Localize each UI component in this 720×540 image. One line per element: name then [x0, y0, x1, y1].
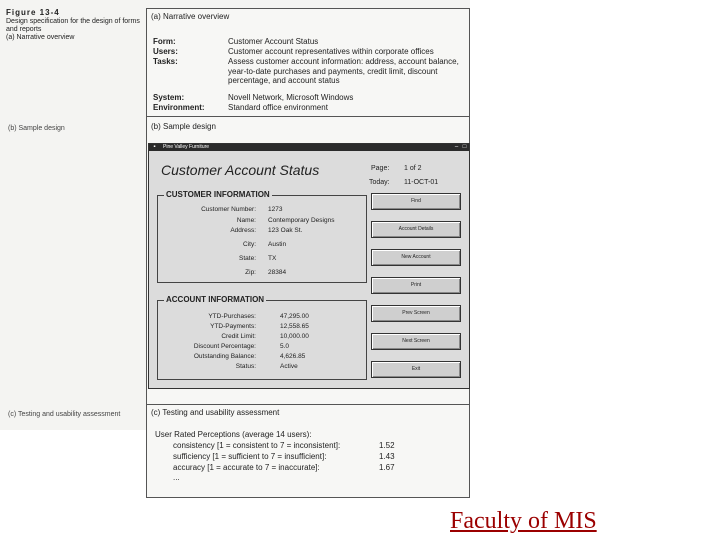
testing-box [146, 404, 470, 498]
app-title: Customer Account Status [161, 162, 320, 178]
city-value: Austin [268, 241, 287, 248]
consistency-value: 1.52 [379, 441, 395, 450]
today-value: 11-OCT-01 [404, 179, 439, 186]
status-label: Status: [235, 363, 256, 370]
sufficiency-value: 1.43 [379, 452, 395, 461]
account-info-frame [157, 295, 367, 380]
narrative-system-label: System: [153, 93, 185, 102]
credit-limit-label: Credit Limit: [221, 333, 256, 340]
narrative-head: (a) Narrative overview [151, 12, 230, 21]
customer-info-label: CUSTOMER INFORMATION [166, 190, 270, 199]
zip-value: 28384 [268, 269, 287, 276]
narrative-environment-label: Environment: [153, 103, 205, 112]
figure-title: Figure 13-4 [6, 8, 60, 17]
page-value: 1 of 2 [404, 165, 422, 172]
ytd-purchases-label: YTD-Purchases: [208, 313, 256, 320]
sample-head: (b) Sample design [151, 122, 216, 131]
prev-screen-button[interactable]: Prev Screen [371, 305, 461, 322]
new-account-button[interactable]: New Account [371, 249, 461, 266]
account-info-label: ACCOUNT INFORMATION [166, 295, 265, 304]
narrative-box [146, 8, 470, 118]
print-button[interactable]: Print [371, 277, 461, 294]
narrative-tasks-value: Assess customer account information: address, account balance, year-to-date purchases and payments, credit limit, discount percentage, and account status [228, 57, 459, 85]
page-label: Page: [371, 165, 390, 172]
consistency-label: consistency [1 = consistent to 7 = inconsistent]: [173, 441, 341, 450]
window-title: Pine Valley Furniture [149, 144, 469, 151]
city-label: City: [243, 241, 256, 248]
minimize-icon[interactable]: – [454, 144, 459, 150]
narrative-environment-value: Standard office environment [228, 103, 328, 112]
ytd-purchases-value: 47,295.00 [280, 313, 309, 320]
outstanding-balance-label: Outstanding Balance: [193, 353, 256, 360]
today-label: Today: [369, 179, 390, 186]
figure-desc-sub: (a) Narrative overview [6, 34, 75, 41]
customer-info-frame [157, 190, 367, 283]
maximize-icon[interactable]: □ [462, 144, 467, 150]
side-label-c: (c) Testing and usability assessment [8, 411, 121, 418]
accuracy-value: 1.67 [379, 463, 395, 472]
footer-faculty: Faculty of MIS [450, 508, 597, 534]
ytd-payments-label: YTD-Payments: [210, 323, 256, 330]
narrative-users-label: Users: [153, 47, 178, 56]
address-value: 123 Oak St. [268, 227, 303, 234]
narrative-form-label: Form: [153, 37, 176, 46]
sufficiency-label: sufficiency [1 = sufficient to 7 = insufficient]: [173, 452, 327, 461]
accuracy-label: accuracy [1 = accurate to 7 = inaccurate]: [173, 463, 320, 472]
side-label-b: (b) Sample design [8, 125, 65, 132]
account-details-button[interactable]: Account Details [371, 221, 461, 238]
narrative-form-value: Customer Account Status [228, 37, 319, 46]
find-button[interactable]: Find [371, 193, 461, 210]
testing-head: (c) Testing and usability assessment [151, 408, 280, 417]
status-value: Active [280, 363, 298, 370]
address-label: Address: [230, 227, 256, 234]
exit-button[interactable]: Exit [371, 361, 461, 378]
name-value: Contemporary Designs [268, 217, 335, 224]
customer-number-label: Customer Number: [201, 206, 256, 213]
state-value: TX [268, 255, 277, 262]
credit-limit-value: 10,000.00 [280, 333, 309, 340]
outstanding-balance-value: 4,626.85 [280, 353, 306, 360]
narrative-system-value: Novell Network, Microsoft Windows [228, 93, 354, 102]
window-menu-icon[interactable]: ▪ [153, 144, 156, 150]
figure-desc-text: Design specification for the design of forms and reports [6, 18, 140, 33]
testing-more: ... [173, 473, 180, 482]
testing-intro: User Rated Perceptions (average 14 users): [155, 430, 312, 439]
ytd-payments-value: 12,558.65 [280, 323, 309, 330]
customer-number-value: 1273 [268, 206, 283, 213]
state-label: State: [239, 255, 256, 262]
narrative-users-value: Customer account representatives within corporate offices [228, 47, 434, 56]
narrative-tasks-label: Tasks: [153, 57, 178, 66]
zip-label: Zip: [245, 269, 256, 276]
discount-percentage-label: Discount Percentage: [193, 343, 256, 350]
sample-window [148, 143, 470, 389]
figure-description [6, 18, 141, 42]
name-label: Name: [236, 217, 256, 224]
next-screen-button[interactable]: Next Screen [371, 333, 461, 350]
discount-percentage-value: 5.0 [280, 343, 290, 350]
